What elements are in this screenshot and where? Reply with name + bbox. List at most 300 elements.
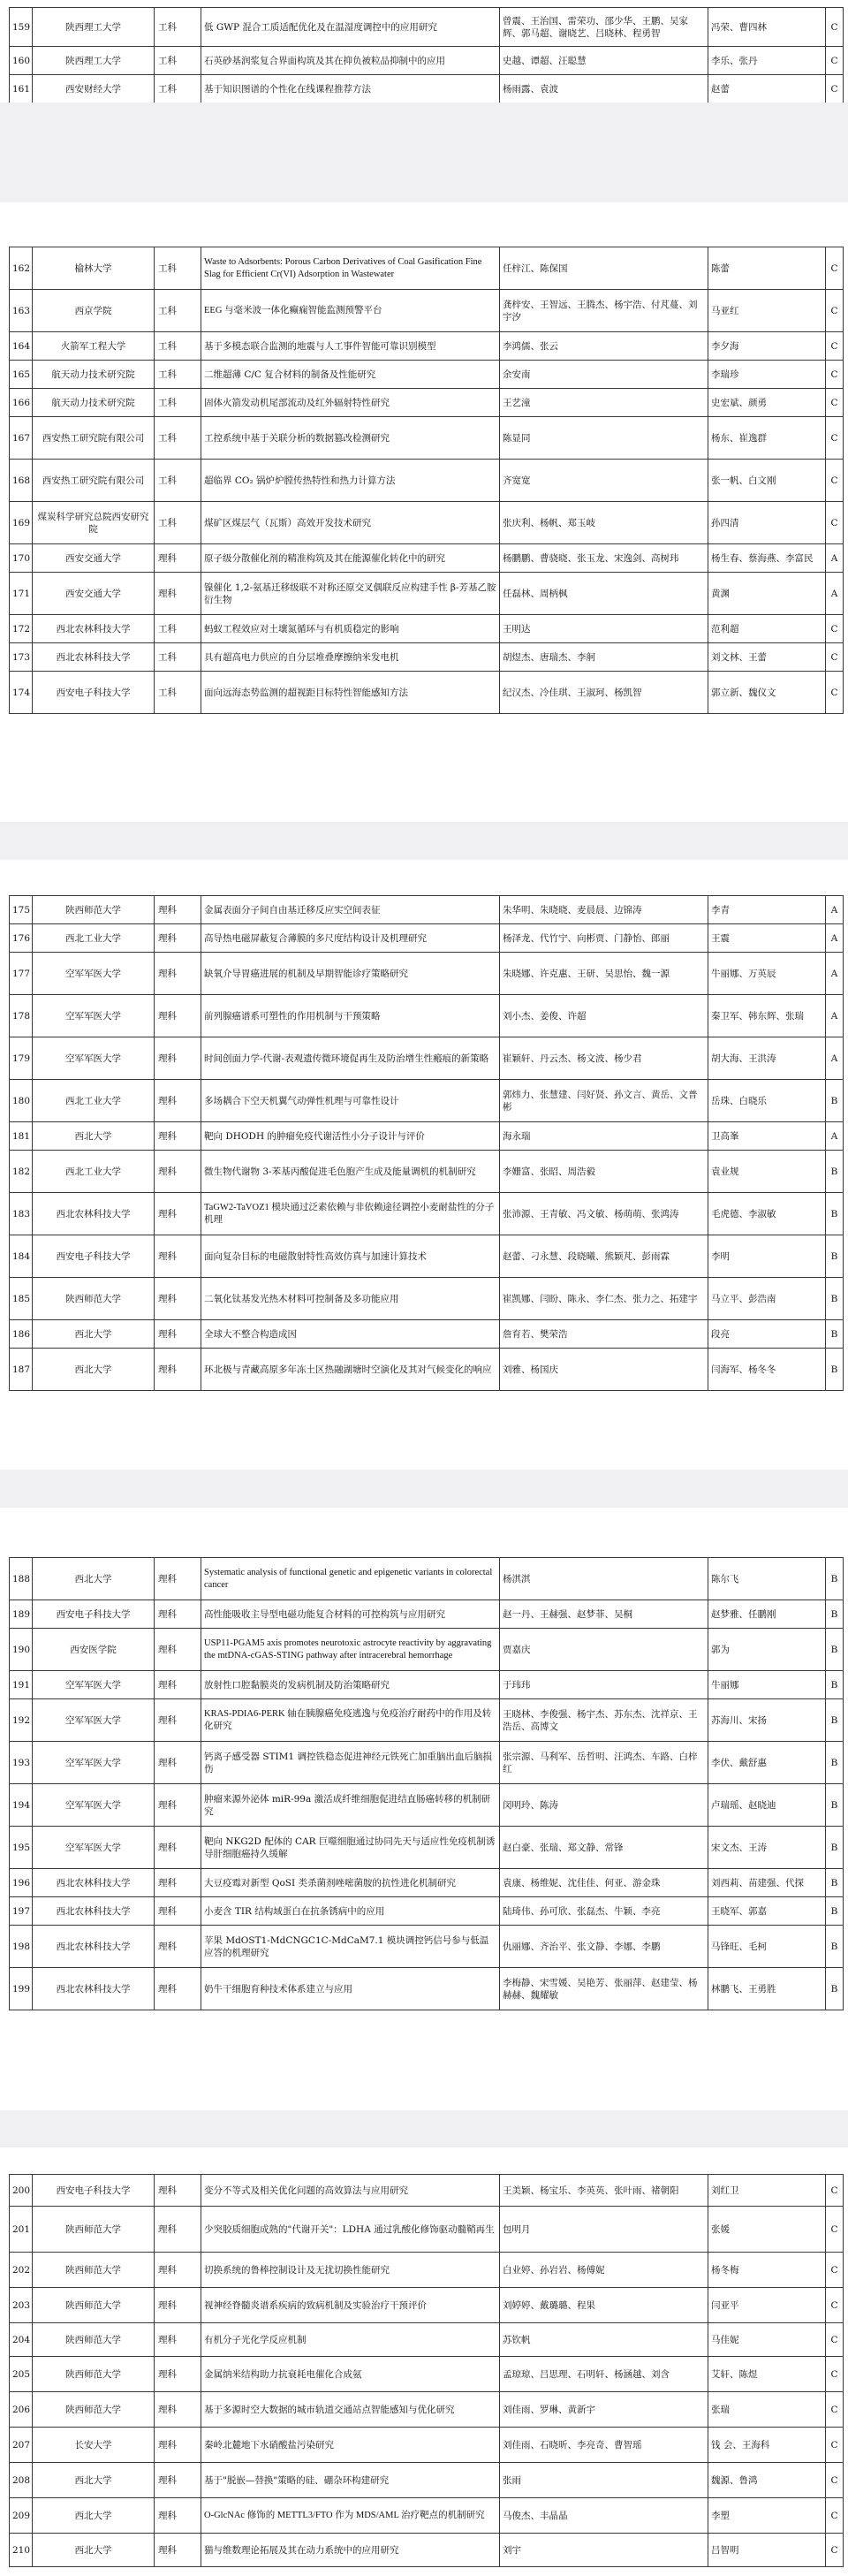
project-title-cell: 靶向 NKG2D 配体的 CAR 巨噬细胞通过协同先天与适应性免疫机制诱导肝细胞癌持久缓解 <box>201 1827 500 1869</box>
members-cell: 赵一丹、王赫强、赵梦菲、吴桐 <box>500 1600 708 1629</box>
members-cell: 赵白豪、张瑞、郑文静、常锋 <box>500 1827 708 1869</box>
members-cell: 曾震、王治国、雷荣功、邵少华、王鹏、吴家辉、郭马超、谢晓艺、吕晓林、程勇智 <box>500 8 708 47</box>
grade-cell: B <box>826 1558 844 1600</box>
row-number: 198 <box>10 1926 33 1968</box>
advisor-cell: 刘红卫 <box>708 2175 826 2207</box>
table-row <box>10 1742 844 1784</box>
advisor-cell: 李伏、戴舒惠 <box>708 1742 826 1784</box>
project-title-cell: 大豆疫霉对新型 QoSI 类杀菌剂唑嘧菌胺的抗性进化机制研究 <box>201 1869 500 1897</box>
grade-cell: B <box>826 1320 844 1349</box>
award-table <box>9 2174 844 2567</box>
members-cell: 刘婷婷、戴璐璐、程果 <box>500 2288 708 2323</box>
category-cell: 理科 <box>155 995 201 1037</box>
table-row <box>10 1600 844 1629</box>
table-row <box>10 1968 844 2010</box>
project-title-cell: Systematic analysis of functional genetic and epigenetic variants in colorectal cancer <box>201 1558 500 1600</box>
table-row <box>10 672 844 714</box>
category-cell: 理科 <box>155 1122 201 1151</box>
members-cell: 孟琼琼、吕思理、石明轩、杨涵越、刘含 <box>500 2357 708 2392</box>
project-title-cell: 原子级分散催化剂的精准构筑及其在能源催化转化中的研究 <box>201 544 500 573</box>
project-title-cell: 石英砂基润浆复合界面构筑及其在抑负被粒品抑制中的应用 <box>201 47 500 75</box>
row-number: 173 <box>10 643 33 672</box>
category-cell: 理科 <box>155 2428 201 2463</box>
grade-cell: C <box>826 502 844 544</box>
grade-cell: C <box>826 2288 844 2323</box>
table-row <box>10 247 844 290</box>
row-number: 205 <box>10 2357 33 2392</box>
institution-cell: 空军军医大学 <box>33 1742 155 1784</box>
members-cell: 张雨 <box>500 2463 708 2498</box>
institution-cell: 空军军医大学 <box>33 1037 155 1080</box>
project-title-cell: 变分不等式及相关优化问题的高效算法与应用研究 <box>201 2175 500 2207</box>
row-number: 188 <box>10 1558 33 1600</box>
members-cell: 王晓林、李俊强、杨宇杰、苏东杰、沈祥京、王浩岳、高博文 <box>500 1699 708 1742</box>
advisor-cell: 杨东、崔逸群 <box>708 417 826 460</box>
row-number: 167 <box>10 417 33 460</box>
row-number: 193 <box>10 1742 33 1784</box>
row-number: 186 <box>10 1320 33 1349</box>
institution-cell: 西安热工研究院有限公司 <box>33 417 155 460</box>
advisor-cell: 秦卫军、韩东辉、张瑞 <box>708 995 826 1037</box>
institution-cell: 空军军医大学 <box>33 1827 155 1869</box>
table-page-2 <box>0 202 848 822</box>
advisor-cell: 李夕海 <box>708 332 826 361</box>
grade-cell: B <box>826 1742 844 1784</box>
members-cell: 崔凯娜、闫盼、陈永、李仁杰、张力之、拓建宇 <box>500 1278 708 1320</box>
project-title-cell: 工控系统中基于关联分析的数据篡改检测研究 <box>201 417 500 460</box>
members-cell: 李梅静、宋雪媛、吴艳芳、张丽萍、赵建莹、杨赫赫、魏耀敏 <box>500 1968 708 2010</box>
table-row <box>10 995 844 1037</box>
table-row <box>10 1349 844 1391</box>
institution-cell: 西北工业大学 <box>33 924 155 953</box>
category-cell: 工科 <box>155 75 201 103</box>
grade-cell: B <box>826 1827 844 1869</box>
grade-cell: B <box>826 1349 844 1391</box>
table-page-4 <box>0 1508 848 2110</box>
members-cell: 刘小杰、姜俊、许超 <box>500 995 708 1037</box>
project-title-cell: 基于知识图谱的个性化在线课程推荐方法 <box>201 75 500 103</box>
project-title-cell: 有机分子光化学反应机制 <box>201 2323 500 2357</box>
grade-cell: B <box>826 1600 844 1629</box>
row-number: 169 <box>10 502 33 544</box>
advisor-cell: 卫高峯 <box>708 1122 826 1151</box>
institution-cell: 航天动力技术研究院 <box>33 361 155 389</box>
institution-cell: 西北农林科技大学 <box>33 1193 155 1235</box>
category-cell: 理科 <box>155 1193 201 1235</box>
table-row <box>10 1122 844 1151</box>
grade-cell: C <box>826 2463 844 2498</box>
members-cell: 刘雅、杨国庆 <box>500 1349 708 1391</box>
advisor-cell: 牛丽娜 <box>708 1671 826 1699</box>
members-cell: 朱华明、朱晓晓、麦晨晨、边锦涛 <box>500 896 708 924</box>
institution-cell: 西北工业大学 <box>33 1080 155 1122</box>
members-cell: 张沛源、王青敏、冯文敏、杨萌萌、张鸿涛 <box>500 1193 708 1235</box>
row-number: 210 <box>10 2534 33 2567</box>
institution-cell: 西北农林科技大学 <box>33 1897 155 1926</box>
institution-cell: 西北农林科技大学 <box>33 1869 155 1897</box>
table-row <box>10 544 844 573</box>
page-gap <box>0 822 848 860</box>
grade-cell: B <box>826 1869 844 1897</box>
row-number: 196 <box>10 1869 33 1897</box>
institution-cell: 西安电子科技大学 <box>33 1235 155 1278</box>
project-title-cell: 肿瘤来源外泌体 miR-99a 激活成纤维细胞促进结直肠癌转移的机制研究 <box>201 1784 500 1827</box>
institution-cell: 空军军医大学 <box>33 1671 155 1699</box>
category-cell: 理科 <box>155 1827 201 1869</box>
grade-cell: C <box>826 643 844 672</box>
category-cell: 理科 <box>155 1278 201 1320</box>
advisor-cell: 郭为 <box>708 1629 826 1671</box>
table-row <box>10 1278 844 1320</box>
members-cell: 朱晓娜、许克惠、王研、吴思怡、魏一源 <box>500 953 708 995</box>
project-title-cell: Waste to Adsorbents: Porous Carbon Derivatives of Coal Gasification Fine Slag for Efficient Cr(VI) Adsorption in Wastewater <box>201 247 500 290</box>
row-number: 160 <box>10 47 33 75</box>
row-number: 175 <box>10 896 33 924</box>
table-row <box>10 2288 844 2323</box>
row-number: 181 <box>10 1122 33 1151</box>
advisor-cell: 艾轩、陈煜 <box>708 2357 826 2392</box>
institution-cell: 西安医学院 <box>33 1629 155 1671</box>
project-title-cell: USP11-PGAM5 axis promotes neurotoxic astrocyte reactivity by aggravating the mtDNA-cGAS-STING pathway after intracerebral hemorrhage <box>201 1629 500 1671</box>
grade-cell: B <box>826 1968 844 2010</box>
category-cell: 理科 <box>155 1600 201 1629</box>
category-cell: 理科 <box>155 1671 201 1699</box>
table-row <box>10 1193 844 1235</box>
project-title-cell: 高导热电磁屏蔽复合薄膜的多尺度结构设计及机理研究 <box>201 924 500 953</box>
grade-cell: C <box>826 2392 844 2428</box>
table-row <box>10 2498 844 2534</box>
table-row <box>10 47 844 75</box>
advisor-cell: 马立平、彭浩南 <box>708 1278 826 1320</box>
members-cell: 于玮玮 <box>500 1671 708 1699</box>
grade-cell: C <box>826 2428 844 2463</box>
row-number: 166 <box>10 389 33 417</box>
project-title-cell: 钙离子感受器 STIM1 调控铁稳态促进神经元铁死亡加重脑出血后脑损伤 <box>201 1742 500 1784</box>
category-cell: 理科 <box>155 1629 201 1671</box>
institution-cell: 陕西师范大学 <box>33 1278 155 1320</box>
project-title-cell: 基于"脱嵌—替换"策略的硅、硼杂环构建研究 <box>201 2463 500 2498</box>
row-number: 183 <box>10 1193 33 1235</box>
advisor-cell: 赵蕾 <box>708 75 826 103</box>
advisor-cell: 李乐、张丹 <box>708 47 826 75</box>
advisor-cell: 陈蕾 <box>708 247 826 290</box>
members-cell: 杨雨露、袁波 <box>500 75 708 103</box>
members-cell: 刘宇 <box>500 2534 708 2567</box>
row-number: 191 <box>10 1671 33 1699</box>
advisor-cell: 段亮 <box>708 1320 826 1349</box>
project-title-cell: 微生物代谢物 3-苯基丙酸促进毛色胞产生成及能量调机的机制研究 <box>201 1151 500 1193</box>
project-title-cell: 基于多源时空大数据的城市轨道交通站点智能感知与优化研究 <box>201 2392 500 2428</box>
category-cell: 理科 <box>155 1349 201 1391</box>
institution-cell: 西北大学 <box>33 1320 155 1349</box>
institution-cell: 西京学院 <box>33 290 155 332</box>
project-title-cell: KRAS-PDIA6-PERK 轴在胰腺癌免疫逃逸与免疫治疗耐药中的作用及转化研究 <box>201 1699 500 1742</box>
category-cell: 理科 <box>155 1320 201 1349</box>
row-number: 165 <box>10 361 33 389</box>
project-title-cell: 视神经脊髓炎谱系疾病的致病机制及实验治疗干预评价 <box>201 2288 500 2323</box>
advisor-cell: 黄渊 <box>708 573 826 615</box>
institution-cell: 煤炭科学研究总院西安研究院 <box>33 502 155 544</box>
table-row <box>10 75 844 103</box>
category-cell: 理科 <box>155 2392 201 2428</box>
grade-cell: C <box>826 672 844 714</box>
row-number: 204 <box>10 2323 33 2357</box>
project-title-cell: 秦岭北麓地下水硝酸盐污染研究 <box>201 2428 500 2463</box>
advisor-cell: 刘西莉、苗建强、代探 <box>708 1869 826 1897</box>
project-title-cell: 猫与维数理论拓展及其在动力系统中的应用研究 <box>201 2534 500 2567</box>
category-cell: 理科 <box>155 2463 201 2498</box>
institution-cell: 空军军医大学 <box>33 995 155 1037</box>
table-row <box>10 2207 844 2253</box>
grade-cell: B <box>826 1235 844 1278</box>
advisor-cell: 林鹏飞、王勇胜 <box>708 1968 826 2010</box>
advisor-cell: 李瑞珍 <box>708 361 826 389</box>
category-cell: 理科 <box>155 1080 201 1122</box>
row-number: 207 <box>10 2428 33 2463</box>
table-row <box>10 1235 844 1278</box>
table-row <box>10 8 844 47</box>
category-cell: 理科 <box>155 2288 201 2323</box>
table-row <box>10 502 844 544</box>
grade-cell: C <box>826 2323 844 2357</box>
category-cell: 理科 <box>155 1699 201 1742</box>
advisor-cell: 冯荣、曹四林 <box>708 8 826 47</box>
row-number: 162 <box>10 247 33 290</box>
page-gap <box>0 2110 848 2147</box>
advisor-cell: 郭立新、魏仪文 <box>708 672 826 714</box>
members-cell: 袁康、杨维妮、沈佳佳、何亚、游金珠 <box>500 1869 708 1897</box>
project-title-cell: 固体火箭发动机尾部流动及红外辐射特性研究 <box>201 389 500 417</box>
advisor-cell: 李塑 <box>708 2498 826 2534</box>
institution-cell: 陕西师范大学 <box>33 896 155 924</box>
project-title-cell: TaGW2-TaVOZ1 模块通过泛素依赖与非依赖途径调控小麦耐盐性的分子机理 <box>201 1193 500 1235</box>
category-cell: 工科 <box>155 47 201 75</box>
category-cell: 理科 <box>155 2357 201 2392</box>
institution-cell: 西安电子科技大学 <box>33 672 155 714</box>
category-cell: 理科 <box>155 2253 201 2288</box>
award-table <box>9 1557 844 2010</box>
grade-cell: A <box>826 573 844 615</box>
members-cell: 齐宽宽 <box>500 460 708 502</box>
project-title-cell: 奶牛干细胞育种技术体系建立与应用 <box>201 1968 500 2010</box>
project-title-cell: 煤矿区煤层气（瓦斯）高效开发技术研究 <box>201 502 500 544</box>
table-row <box>10 1926 844 1968</box>
table-row <box>10 1151 844 1193</box>
grade-cell: B <box>826 1784 844 1827</box>
row-number: 180 <box>10 1080 33 1122</box>
row-number: 176 <box>10 924 33 953</box>
members-cell: 刘佳雨、罗琳、黄新宇 <box>500 2392 708 2428</box>
project-title-cell: 前列腺癌谱系可塑性的作用机制与干预策略 <box>201 995 500 1037</box>
advisor-cell: 陈尔飞 <box>708 1558 826 1600</box>
advisor-cell: 杨生春、蔡海燕、李富民 <box>708 544 826 573</box>
table-page-3 <box>0 860 848 1470</box>
advisor-cell: 闫亚平 <box>708 2288 826 2323</box>
grade-cell: A <box>826 953 844 995</box>
category-cell: 工科 <box>155 502 201 544</box>
institution-cell: 长安大学 <box>33 2428 155 2463</box>
project-title-cell: 金属表面分子间自由基迁移反应实空间表征 <box>201 896 500 924</box>
members-cell: 崔颖轩、丹云杰、杨文波、杨少君 <box>500 1037 708 1080</box>
members-cell: 纪汉杰、冷佳琪、王淑珂、杨凯智 <box>500 672 708 714</box>
project-title-cell: 切换系统的鲁棒控制设计及无扰切换性能研究 <box>201 2253 500 2288</box>
institution-cell: 西安交通大学 <box>33 544 155 573</box>
grade-cell: C <box>826 47 844 75</box>
project-title-cell: 靶向 DHODH 的肿瘤免疫代谢活性小分子设计与评价 <box>201 1122 500 1151</box>
row-number: 201 <box>10 2207 33 2253</box>
table-row <box>10 1784 844 1827</box>
project-title-cell: 放射性口腔黏膜炎的发病机制及防治策略研究 <box>201 1671 500 1699</box>
table-row <box>10 2323 844 2357</box>
project-title-cell: 缺氧介导胃癌进展的机制及早期智能诊疗策略研究 <box>201 953 500 995</box>
project-title-cell: 高性能吸收主导型电磁功能复合材料的可控构筑与应用研究 <box>201 1600 500 1629</box>
advisor-cell: 袁业规 <box>708 1151 826 1193</box>
table-row <box>10 361 844 389</box>
advisor-cell: 钱 会、王海科 <box>708 2428 826 2463</box>
advisor-cell: 苏海川、宋扬 <box>708 1699 826 1742</box>
members-cell: 赵蕾、刁永慧、段晓曦、熊颖芃、彭雨霖 <box>500 1235 708 1278</box>
award-table <box>9 247 844 714</box>
table-row <box>10 2463 844 2498</box>
advisor-cell: 牛丽娜、万英辰 <box>708 953 826 995</box>
category-cell: 工科 <box>155 672 201 714</box>
members-cell: 刘佳雨、石晓昕、李亮奇、曹智瑶 <box>500 2428 708 2463</box>
members-cell: 王明达 <box>500 615 708 643</box>
grade-cell: C <box>826 247 844 290</box>
table-row <box>10 290 844 332</box>
members-cell: 闵明玲、陈涛 <box>500 1784 708 1827</box>
institution-cell: 西安财经大学 <box>33 75 155 103</box>
institution-cell: 陕西师范大学 <box>33 2323 155 2357</box>
row-number: 174 <box>10 672 33 714</box>
row-number: 168 <box>10 460 33 502</box>
row-number: 200 <box>10 2175 33 2207</box>
institution-cell: 西安交通大学 <box>33 573 155 615</box>
institution-cell: 西北农林科技大学 <box>33 643 155 672</box>
category-cell: 工科 <box>155 615 201 643</box>
category-cell: 工科 <box>155 247 201 290</box>
project-title-cell: 时间创面力学-代谢-表观遗传微环境促再生及防治增生性瘢痕的新策略 <box>201 1037 500 1080</box>
members-cell: 王艺潼 <box>500 389 708 417</box>
institution-cell: 西安电子科技大学 <box>33 2175 155 2207</box>
table-row <box>10 1827 844 1869</box>
table-row <box>10 1699 844 1742</box>
table-row <box>10 1897 844 1926</box>
table-row <box>10 2175 844 2207</box>
table-row <box>10 1080 844 1122</box>
category-cell: 理科 <box>155 1897 201 1926</box>
row-number: 170 <box>10 544 33 573</box>
project-title-cell: 超临界 CO₂ 锅炉炉膛传热特性和热力计算方法 <box>201 460 500 502</box>
grade-cell: B <box>826 1699 844 1742</box>
grade-cell: B <box>826 1897 844 1926</box>
category-cell: 理科 <box>155 544 201 573</box>
table-row <box>10 1629 844 1671</box>
project-title-cell: 具有超高电力供应的自分层堆叠摩擦纳米发电机 <box>201 643 500 672</box>
grade-cell: C <box>826 290 844 332</box>
table-row <box>10 896 844 924</box>
advisor-cell: 张一帆、白文刚 <box>708 460 826 502</box>
row-number: 177 <box>10 953 33 995</box>
table-row <box>10 643 844 672</box>
category-cell: 理科 <box>155 1926 201 1968</box>
members-cell: 杨泽龙、代竹宁、向彬贾、门静怡、郎丽 <box>500 924 708 953</box>
table-row <box>10 1558 844 1600</box>
project-title-cell: EEG 与毫米波一体化癫痫智能监测预警平台 <box>201 290 500 332</box>
table-page-1 <box>0 0 848 103</box>
table-row <box>10 460 844 502</box>
row-number: 172 <box>10 615 33 643</box>
row-number: 209 <box>10 2498 33 2534</box>
row-number: 171 <box>10 573 33 615</box>
members-cell: 张宗源、马利军、岳哲明、汪鸿杰、车路、白梓红 <box>500 1742 708 1784</box>
members-cell: 胡煜杰、唐瑞杰、李舸 <box>500 643 708 672</box>
institution-cell: 西北农林科技大学 <box>33 1926 155 1968</box>
members-cell: 贾嘉庆 <box>500 1629 708 1671</box>
advisor-cell: 马亚红 <box>708 290 826 332</box>
members-cell: 李鸿儒、张云 <box>500 332 708 361</box>
members-cell: 白业婷、孙岩岩、杨傅妮 <box>500 2253 708 2288</box>
members-cell: 龚梓安、王智远、王腾杰、杨宇浩、付芃蔓、刘宇汐 <box>500 290 708 332</box>
grade-cell: B <box>826 1193 844 1235</box>
table-row <box>10 1320 844 1349</box>
institution-cell: 航天动力技术研究院 <box>33 389 155 417</box>
grade-cell: C <box>826 2207 844 2253</box>
category-cell: 理科 <box>155 1784 201 1827</box>
grade-cell: B <box>826 1080 844 1122</box>
institution-cell: 西北农林科技大学 <box>33 615 155 643</box>
project-title-cell: 面向复杂目标的电磁散射特性高效仿真与加速计算技术 <box>201 1235 500 1278</box>
members-cell: 陆琦伟、孙可欣、张磊杰、牛颖、李亮 <box>500 1897 708 1926</box>
institution-cell: 火箭军工程大学 <box>33 332 155 361</box>
category-cell: 理科 <box>155 2534 201 2567</box>
grade-cell: A <box>826 924 844 953</box>
project-title-cell: 基于多模态联合监测的地震与人工事件智能可靠识别模型 <box>201 332 500 361</box>
award-table <box>9 7 844 103</box>
advisor-cell: 孙四清 <box>708 502 826 544</box>
institution-cell: 西北大学 <box>33 2498 155 2534</box>
row-number: 190 <box>10 1629 33 1671</box>
grade-cell: B <box>826 1278 844 1320</box>
row-number: 195 <box>10 1827 33 1869</box>
row-number: 202 <box>10 2253 33 2288</box>
project-title-cell: 小麦含 TIR 结构域蛋白在抗条锈病中的应用 <box>201 1897 500 1926</box>
table-row <box>10 2392 844 2428</box>
grade-cell: A <box>826 995 844 1037</box>
grade-cell: C <box>826 2534 844 2567</box>
row-number: 189 <box>10 1600 33 1629</box>
institution-cell: 空军军医大学 <box>33 1784 155 1827</box>
members-cell: 杨鹏鹏、曹骁晓、张玉龙、宋逸剑、高树玮 <box>500 544 708 573</box>
advisor-cell: 张瑞 <box>708 2392 826 2428</box>
institution-cell: 陕西理工大学 <box>33 47 155 75</box>
members-cell: 王美颖、杨宝乐、李英英、张叶雨、褚朝阳 <box>500 2175 708 2207</box>
category-cell: 工科 <box>155 290 201 332</box>
row-number: 187 <box>10 1349 33 1391</box>
grade-cell: C <box>826 615 844 643</box>
institution-cell: 西北大学 <box>33 1349 155 1391</box>
grade-cell: C <box>826 2498 844 2534</box>
institution-cell: 西北工业大学 <box>33 1151 155 1193</box>
category-cell: 理科 <box>155 924 201 953</box>
category-cell: 理科 <box>155 2323 201 2357</box>
grade-cell: C <box>826 389 844 417</box>
category-cell: 工科 <box>155 361 201 389</box>
project-title-cell: 二氧化钛基发光热木材料可控制备及多功能应用 <box>201 1278 500 1320</box>
table-row <box>10 2534 844 2567</box>
page-gap <box>0 1470 848 1508</box>
institution-cell: 西北大学 <box>33 2534 155 2567</box>
